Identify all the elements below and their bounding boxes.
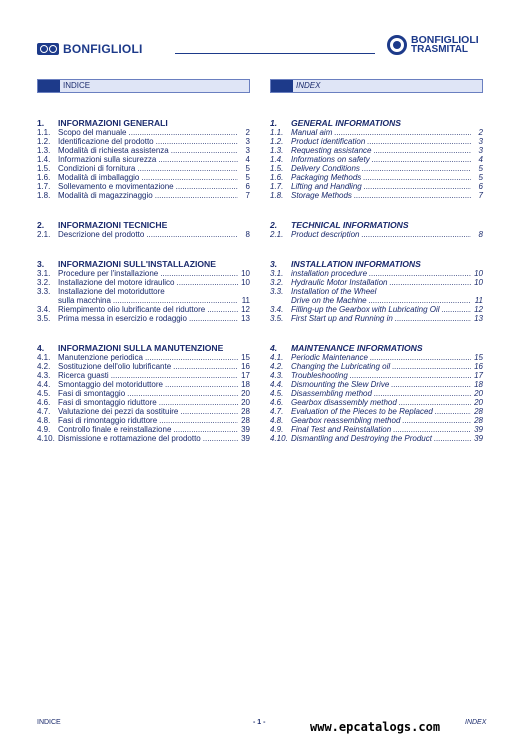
section-number: 2. <box>270 220 278 230</box>
entry-page: 10 <box>241 269 250 278</box>
toc-entry[interactable] <box>37 269 250 278</box>
entry-label: Final Test and Reinstallation <box>291 425 392 434</box>
entry-number: 1.5. <box>37 164 51 173</box>
index-heading-italian <box>37 79 250 93</box>
entry-number: 1.4. <box>270 155 284 164</box>
entry-label: Condizioni di fornitura <box>58 164 136 173</box>
entry-page: 17 <box>241 371 250 380</box>
bonfiglioli-trasmital-logo <box>387 35 479 55</box>
entry-label: Riempimento olio lubrificante del riduttore <box>58 305 206 314</box>
entry-label: Valutazione dei pezzi da sostituire <box>58 407 179 416</box>
dot-leader <box>374 146 472 155</box>
entry-number: 1.3. <box>37 146 51 155</box>
toc-section <box>270 118 483 200</box>
toc-entry[interactable] <box>270 380 483 389</box>
entry-number: 1.6. <box>270 173 284 182</box>
right-logo-line1: BONFIGLIOLI <box>411 34 479 46</box>
entry-page: 39 <box>474 425 483 434</box>
entry-page: 39 <box>474 434 483 443</box>
toc-entry[interactable] <box>270 305 483 314</box>
entry-number: 3.3. <box>270 287 284 296</box>
toc-italian <box>37 118 250 443</box>
entry-page: 12 <box>241 305 250 314</box>
entry-page: 20 <box>241 398 250 407</box>
entry-label: Fasi di rimontaggio riduttore <box>58 416 158 425</box>
heading-text: INDICE <box>63 81 91 90</box>
index-heading-english <box>270 79 483 93</box>
entry-label: Packaging Methods <box>291 173 362 182</box>
entry-label: Sollevamento e movimentazione <box>58 182 174 191</box>
entry-page: 5 <box>478 164 483 173</box>
entry-label: Filling-up the Gearbox with Lubricating Oil <box>291 305 440 314</box>
dot-leader <box>370 353 471 362</box>
entry-number: 3.5. <box>37 314 51 323</box>
dot-leader <box>111 371 238 380</box>
entry-number: 4.6. <box>37 398 51 407</box>
entry-number: 4.1. <box>270 353 284 362</box>
dot-leader <box>364 182 471 191</box>
dot-leader <box>155 191 238 200</box>
entry-number: 4.4. <box>270 380 284 389</box>
entry-label: Controllo finale e reinstallazione <box>58 425 172 434</box>
entry-number: 2.1. <box>270 230 284 239</box>
entry-number: 1.6. <box>37 173 51 182</box>
entry-label: Troubleshooting <box>291 371 348 380</box>
dot-leader <box>207 305 238 314</box>
page-number: - 1 - <box>253 719 266 726</box>
entry-label: Fasi di smontaggio riduttore <box>58 398 157 407</box>
entry-page: 10 <box>474 278 483 287</box>
entry-page: 28 <box>474 407 483 416</box>
dot-leader <box>129 128 239 137</box>
entry-page: 15 <box>241 353 250 362</box>
entry-label: Descrizione del prodotto <box>58 230 145 239</box>
entry-page: 3 <box>245 146 250 155</box>
entry-page: 3 <box>245 137 250 146</box>
entry-label: Product identification <box>291 137 366 146</box>
toc-entry[interactable] <box>270 146 483 155</box>
dot-leader <box>176 182 238 191</box>
dot-leader <box>160 269 238 278</box>
section-title <box>270 118 483 128</box>
dot-leader <box>363 173 471 182</box>
section-title <box>37 220 250 230</box>
entry-number: 4.9. <box>37 425 51 434</box>
entry-number: 1.2. <box>270 137 284 146</box>
dot-leader <box>393 425 471 434</box>
section-number: 4. <box>270 343 278 353</box>
entry-number: 4.9. <box>270 425 284 434</box>
entry-label: Modalità di richiesta assistenza <box>58 146 169 155</box>
dot-leader <box>113 296 238 305</box>
dot-leader <box>391 380 471 389</box>
entry-label: Installazione del motore idraulico <box>58 278 175 287</box>
toc-section <box>270 343 483 443</box>
entry-label: Sostituzione dell'olio lubrificante <box>58 362 172 371</box>
dot-leader <box>203 434 238 443</box>
entry-number: 3.4. <box>37 305 51 314</box>
entry-number: 1.7. <box>37 182 51 191</box>
toc-entry[interactable] <box>270 191 483 200</box>
section-title <box>37 118 250 128</box>
section-number: 3. <box>37 259 45 269</box>
section-title <box>37 343 250 353</box>
entry-label: Identificazione del prodotto <box>58 137 154 146</box>
entry-label: Disassembling method <box>291 389 372 398</box>
entry-label: Delivery Conditions <box>291 164 360 173</box>
toc-entry[interactable] <box>270 137 483 146</box>
entry-page: 5 <box>245 164 250 173</box>
entry-page: 28 <box>241 416 250 425</box>
entry-label: Drive on the Machine <box>291 296 367 305</box>
dot-leader <box>372 155 471 164</box>
dot-leader <box>395 314 471 323</box>
entry-page: 2 <box>245 128 250 137</box>
dot-leader <box>350 371 471 380</box>
entry-page: 39 <box>241 425 250 434</box>
entry-number: 4.1. <box>37 353 51 362</box>
toc-entry[interactable] <box>270 371 483 380</box>
toc-entry[interactable] <box>270 407 483 416</box>
toc-entry[interactable] <box>37 287 250 296</box>
toc-entry[interactable] <box>270 389 483 398</box>
entry-number: 1.7. <box>270 182 284 191</box>
entry-number: 3.2. <box>270 278 284 287</box>
toc-entry[interactable] <box>270 296 483 305</box>
entry-page: 13 <box>474 314 483 323</box>
section-title-text: INFORMAZIONI SULL'INSTALLAZIONE <box>58 259 216 269</box>
entry-page: 8 <box>245 230 250 239</box>
entry-label: Manual aim <box>291 128 333 137</box>
entry-label: Prima messa in esercizio e rodaggio <box>58 314 187 323</box>
toc-entry[interactable] <box>270 278 483 287</box>
dot-leader <box>158 155 238 164</box>
entry-page: 15 <box>474 353 483 362</box>
section-title <box>270 220 483 230</box>
toc-entry[interactable] <box>270 287 483 296</box>
dot-leader <box>369 296 471 305</box>
entry-label: Product description <box>291 230 360 239</box>
toc-entry[interactable] <box>270 425 483 434</box>
dot-leader <box>173 362 238 371</box>
toc-entry[interactable] <box>270 128 483 137</box>
entry-number: 3.3. <box>37 287 51 296</box>
entry-number: 4.8. <box>270 416 284 425</box>
toc-entry[interactable] <box>37 230 250 239</box>
toc-section <box>270 259 483 323</box>
left-logo-text: BONFIGLIOLI <box>63 42 143 56</box>
entry-page: 4 <box>245 155 250 164</box>
entry-page: 18 <box>474 380 483 389</box>
dot-leader <box>137 164 238 173</box>
toc-entry[interactable] <box>37 278 250 287</box>
entry-page: 20 <box>474 398 483 407</box>
entry-label: Periodic Maintenance <box>291 353 368 362</box>
toc-entry[interactable] <box>37 416 250 425</box>
toc-entry[interactable] <box>37 371 250 380</box>
entry-label: Scopo del manuale <box>58 128 127 137</box>
entry-label: Ricerca guasti <box>58 371 109 380</box>
entry-page: 28 <box>474 416 483 425</box>
entry-label: Evaluation of the Pieces to be Replaced <box>291 407 433 416</box>
dot-leader <box>402 416 471 425</box>
section-title-text: INFORMAZIONI TECNICHE <box>58 220 168 230</box>
section-title-text: INSTALLATION INFORMATIONS <box>291 259 421 269</box>
toc-entry[interactable] <box>37 155 250 164</box>
section-title-text: MAINTENANCE INFORMATIONS <box>291 343 423 353</box>
entry-page: 6 <box>245 182 250 191</box>
entry-number: 4.10. <box>270 434 288 443</box>
entry-page: 28 <box>241 407 250 416</box>
toc-entry[interactable] <box>37 173 250 182</box>
entry-number: 4.10. <box>37 434 55 443</box>
dot-leader <box>159 398 238 407</box>
entry-label: Gearbox disassembly method <box>291 398 397 407</box>
dot-leader <box>362 164 471 173</box>
dot-leader <box>189 314 238 323</box>
section-title <box>37 259 250 269</box>
heading-square-icon <box>38 80 60 92</box>
dot-leader <box>177 278 238 287</box>
toc-section <box>270 220 483 239</box>
entry-label: Fasi di smontaggio <box>58 389 126 398</box>
dot-leader <box>159 416 238 425</box>
dot-leader <box>354 191 471 200</box>
entry-label: Requesting assistance <box>291 146 372 155</box>
dot-leader <box>442 305 471 314</box>
entry-number: 4.2. <box>37 362 51 371</box>
toc-entry[interactable] <box>37 389 250 398</box>
toc-entry[interactable] <box>37 296 250 305</box>
toc-entry[interactable] <box>37 137 250 146</box>
dot-leader <box>367 137 471 146</box>
page-header <box>0 0 523 62</box>
entry-label: Dismounting the Slew Drive <box>291 380 390 389</box>
gear-logo-icon <box>387 35 407 55</box>
entry-label: Dismissione e rottamazione del prodotto <box>58 434 201 443</box>
toc-entry[interactable] <box>270 173 483 182</box>
entry-page: 3 <box>478 137 483 146</box>
toc-entry[interactable] <box>37 164 250 173</box>
entry-page: 7 <box>478 191 483 200</box>
toc-entry[interactable] <box>270 434 483 443</box>
footer-left: INDICE <box>37 719 61 726</box>
entry-number: 1.8. <box>270 191 284 200</box>
entry-label: Installation of the Wheel <box>291 287 377 296</box>
entry-label: Hydraulic Motor Installation <box>291 278 388 287</box>
dot-leader <box>165 380 238 389</box>
toc-entry[interactable] <box>270 182 483 191</box>
section-number: 2. <box>37 220 45 230</box>
section-title-text: INFORMAZIONI GENERALI <box>58 118 168 128</box>
entry-page: 10 <box>241 278 250 287</box>
entry-page: 17 <box>474 371 483 380</box>
entry-number: 3.2. <box>37 278 51 287</box>
dot-leader <box>361 230 471 239</box>
section-title <box>270 259 483 269</box>
entry-page: 10 <box>474 269 483 278</box>
entry-page: 4 <box>478 155 483 164</box>
header-rule <box>175 53 375 54</box>
entry-page: 11 <box>474 296 483 305</box>
entry-page: 16 <box>474 362 483 371</box>
entry-number: 1.3. <box>270 146 284 155</box>
heading-square-icon <box>271 80 293 92</box>
entry-label: Storage Methods <box>291 191 352 200</box>
toc-entry[interactable] <box>37 191 250 200</box>
toc-entry[interactable] <box>270 269 483 278</box>
entry-label: First Start up and Running in <box>291 314 393 323</box>
entry-number: 4.5. <box>270 389 284 398</box>
section-title <box>270 343 483 353</box>
bonfiglioli-logo <box>37 42 143 56</box>
right-logo-line2: TRASMITAL <box>411 44 469 55</box>
toc-entry[interactable] <box>270 353 483 362</box>
entry-page: 7 <box>245 191 250 200</box>
toc-entry[interactable] <box>37 305 250 314</box>
dot-leader <box>374 389 471 398</box>
toc-section <box>37 343 250 443</box>
entry-label: Modalità di magazzinaggio <box>58 191 153 200</box>
entry-number: 1.4. <box>37 155 51 164</box>
entry-page: 20 <box>241 389 250 398</box>
entry-label: Gearbox reassembling method <box>291 416 401 425</box>
dot-leader <box>146 230 238 239</box>
entry-number: 4.3. <box>270 371 284 380</box>
entry-number: 3.4. <box>270 305 284 314</box>
entry-page: 5 <box>478 173 483 182</box>
entry-number: 1.1. <box>37 128 51 137</box>
dot-leader <box>392 362 471 371</box>
entry-page: 3 <box>478 146 483 155</box>
entry-number: 1.2. <box>37 137 51 146</box>
entry-number: 4.8. <box>37 416 51 425</box>
toc-entry[interactable] <box>270 416 483 425</box>
entry-label: Changing the Lubricating oil <box>291 362 391 371</box>
dot-leader <box>399 398 471 407</box>
bonfiglioli-mark-icon <box>37 43 59 55</box>
entry-page: 16 <box>241 362 250 371</box>
dot-leader <box>369 269 471 278</box>
section-number: 1. <box>270 118 278 128</box>
toc-entry[interactable] <box>37 182 250 191</box>
entry-number: 4.7. <box>270 407 284 416</box>
section-number: 3. <box>270 259 278 269</box>
dot-leader <box>141 173 238 182</box>
section-title-text: GENERAL INFORMATIONS <box>291 118 401 128</box>
toc-entry[interactable] <box>270 362 483 371</box>
toc-entry[interactable] <box>270 398 483 407</box>
section-number: 1. <box>37 118 45 128</box>
toc-entry[interactable] <box>37 314 250 323</box>
entry-number: 3.1. <box>270 269 284 278</box>
entry-page: 5 <box>245 173 250 182</box>
entry-page: 20 <box>474 389 483 398</box>
toc-entry[interactable] <box>37 398 250 407</box>
entry-number: 4.2. <box>270 362 284 371</box>
entry-page: 8 <box>478 230 483 239</box>
toc-entry[interactable] <box>37 434 250 443</box>
entry-number: 4.4. <box>37 380 51 389</box>
dot-leader <box>389 278 471 287</box>
entry-page: 18 <box>241 380 250 389</box>
dot-leader <box>435 407 471 416</box>
entry-page: 6 <box>478 182 483 191</box>
section-title-text: INFORMAZIONI SULLA MANUTENZIONE <box>58 343 224 353</box>
toc-entry[interactable] <box>37 353 250 362</box>
toc-entry[interactable] <box>37 407 250 416</box>
entry-number: 4.3. <box>37 371 51 380</box>
dot-leader <box>127 389 238 398</box>
entry-number: 4.5. <box>37 389 51 398</box>
entry-page: 13 <box>241 314 250 323</box>
footer-right: INDEX <box>465 719 487 726</box>
toc-section <box>37 118 250 200</box>
watermark: www.epcatalogs.com <box>310 720 441 734</box>
entry-number: 4.7. <box>37 407 51 416</box>
section-number: 4. <box>37 343 45 353</box>
entry-label: Installazione del motoriduttore <box>58 287 165 296</box>
entry-page: 12 <box>474 305 483 314</box>
entry-number: 4.6. <box>270 398 284 407</box>
entry-number: 1.5. <box>270 164 284 173</box>
entry-number: 1.8. <box>37 191 51 200</box>
entry-label: Procedure per l'installazione <box>58 269 159 278</box>
toc-entry[interactable] <box>37 146 250 155</box>
dot-leader <box>156 137 238 146</box>
dot-leader <box>145 353 238 362</box>
toc-entry[interactable] <box>270 230 483 239</box>
toc-entry[interactable] <box>37 380 250 389</box>
entry-page: 11 <box>241 296 250 305</box>
toc-entry[interactable] <box>37 425 250 434</box>
entry-label: Modalità di imballaggio <box>58 173 140 182</box>
heading-text: INDEX <box>296 81 321 90</box>
entry-page: 39 <box>241 434 250 443</box>
entry-label: Informazioni sulla sicurezza <box>58 155 157 164</box>
entry-label: Manutenzione periodica <box>58 353 143 362</box>
entry-page: 2 <box>478 128 483 137</box>
entry-label: Informations on safety <box>291 155 370 164</box>
toc-entry[interactable] <box>37 362 250 371</box>
section-title-text: TECHNICAL INFORMATIONS <box>291 220 409 230</box>
dot-leader <box>434 434 471 443</box>
entry-label: Smontaggio del motoriduttore <box>58 380 163 389</box>
toc-entry[interactable] <box>37 128 250 137</box>
dot-leader <box>180 407 238 416</box>
toc-section <box>37 259 250 323</box>
entry-label: Lifting and Handling <box>291 182 362 191</box>
toc-section <box>37 220 250 239</box>
entry-label: sulla macchina <box>58 296 111 305</box>
entry-number: 3.1. <box>37 269 51 278</box>
toc-entry[interactable] <box>270 164 483 173</box>
dot-leader <box>334 128 471 137</box>
entry-label: Dismantling and Destroying the Product <box>291 434 432 443</box>
toc-entry[interactable] <box>270 314 483 323</box>
entry-label: installation procedure <box>291 269 368 278</box>
entry-number: 2.1. <box>37 230 51 239</box>
entry-number: 1.1. <box>270 128 284 137</box>
toc-entry[interactable] <box>270 155 483 164</box>
toc-english <box>270 118 483 443</box>
entry-number: 3.5. <box>270 314 284 323</box>
dot-leader <box>171 146 238 155</box>
dot-leader <box>173 425 238 434</box>
